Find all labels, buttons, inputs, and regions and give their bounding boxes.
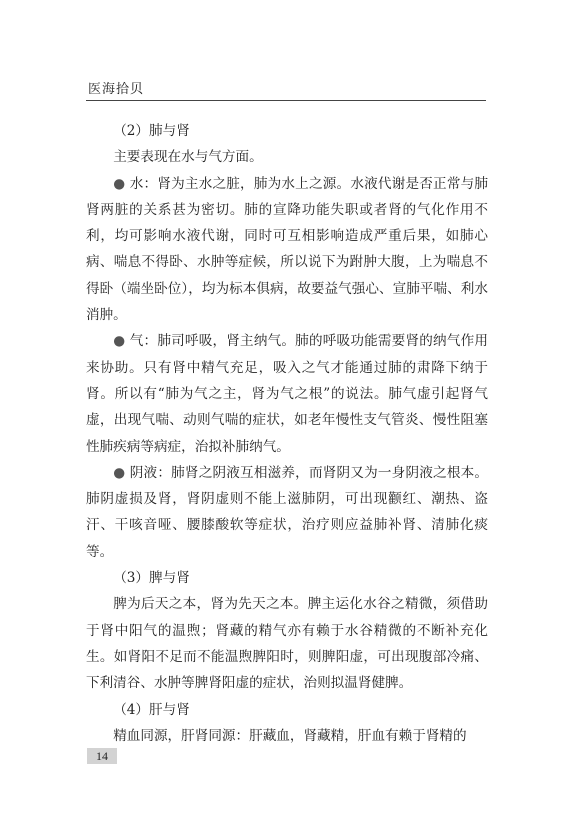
heading-liver-kidney: （4）肝与肾: [113, 701, 190, 718]
header-rule: [86, 100, 486, 101]
paragraph: 精血同源，肝肾同源：肝藏血，肾藏精，肝血有赖于肾精的: [113, 727, 467, 744]
paragraph-text: 阴液：肺肾之阴液互相滋养，而肾阴又为一身阴液之根本。肺阴虚损及肾，肾阴虚则不能上滋肺阴，可出现颧红、潮热、盗汗、干咳音哑、腰膝酸软等症状，治疗则应益肺补肾、清肺化痰等。: [86, 464, 488, 560]
bullet-paragraph-qi: [86, 328, 488, 459]
bullet-paragraph-yin-fluid: [86, 460, 488, 565]
bullet-icon: ●: [113, 464, 126, 481]
bullet-icon: ●: [113, 333, 126, 350]
paragraph-text: 水：肾为主水之脏，肺为水上之源。水液代谢是否正常与肺肾两脏的关系甚为密切。肺的宣降功能失职或者肾的气化作用不利，均可影响水液代谢，同时可互相影响造成严重后果，如肺心病、喘息不得卧、水肿等症候，所以说下为跗肿大腹，上为喘息不得卧（端坐卧位），均为标本俱病，故要益气强心、宣肺平喘、利水消肿。: [86, 175, 488, 324]
bullet-icon: ●: [113, 175, 126, 192]
bullet-paragraph-water: [86, 171, 488, 329]
paragraph: 主要表现在水与气方面。: [113, 149, 263, 166]
running-head: 医海拾贝: [88, 82, 145, 97]
heading-spleen-kidney: （3）脾与肾: [113, 570, 190, 587]
page-number: 14: [87, 748, 117, 764]
body-text: [86, 118, 488, 749]
heading-lung-kidney: （2）肺与肾: [113, 123, 190, 139]
paragraph-text: 气：肺司呼吸，肾主纳气。肺的呼吸功能需要肾的纳气作用来协助。只有肾中精气充足，吸入之气才能通过肺的肃降下纳于肾。所以有“肺为气之主，肾为气之根”的说法。肺气虚引起肾气虚，出现气喘、动则气喘的症状，如老年慢性支气管炎、慢性阻塞性肺疾病等病症，治拟补肺纳气。: [86, 333, 488, 455]
paragraph: 脾为后天之本，肾为先天之本。脾主运化水谷之精微，须借助于肾中阳气的温煦；肾藏的精气亦有赖于水谷精微的不断补充化生。如肾阳不足而不能温煦脾阳时，则脾阳虚，可出现腹部冷痛、下利清谷、水肿等脾肾阳虚的症状，治则拟温肾健脾。: [86, 596, 488, 692]
